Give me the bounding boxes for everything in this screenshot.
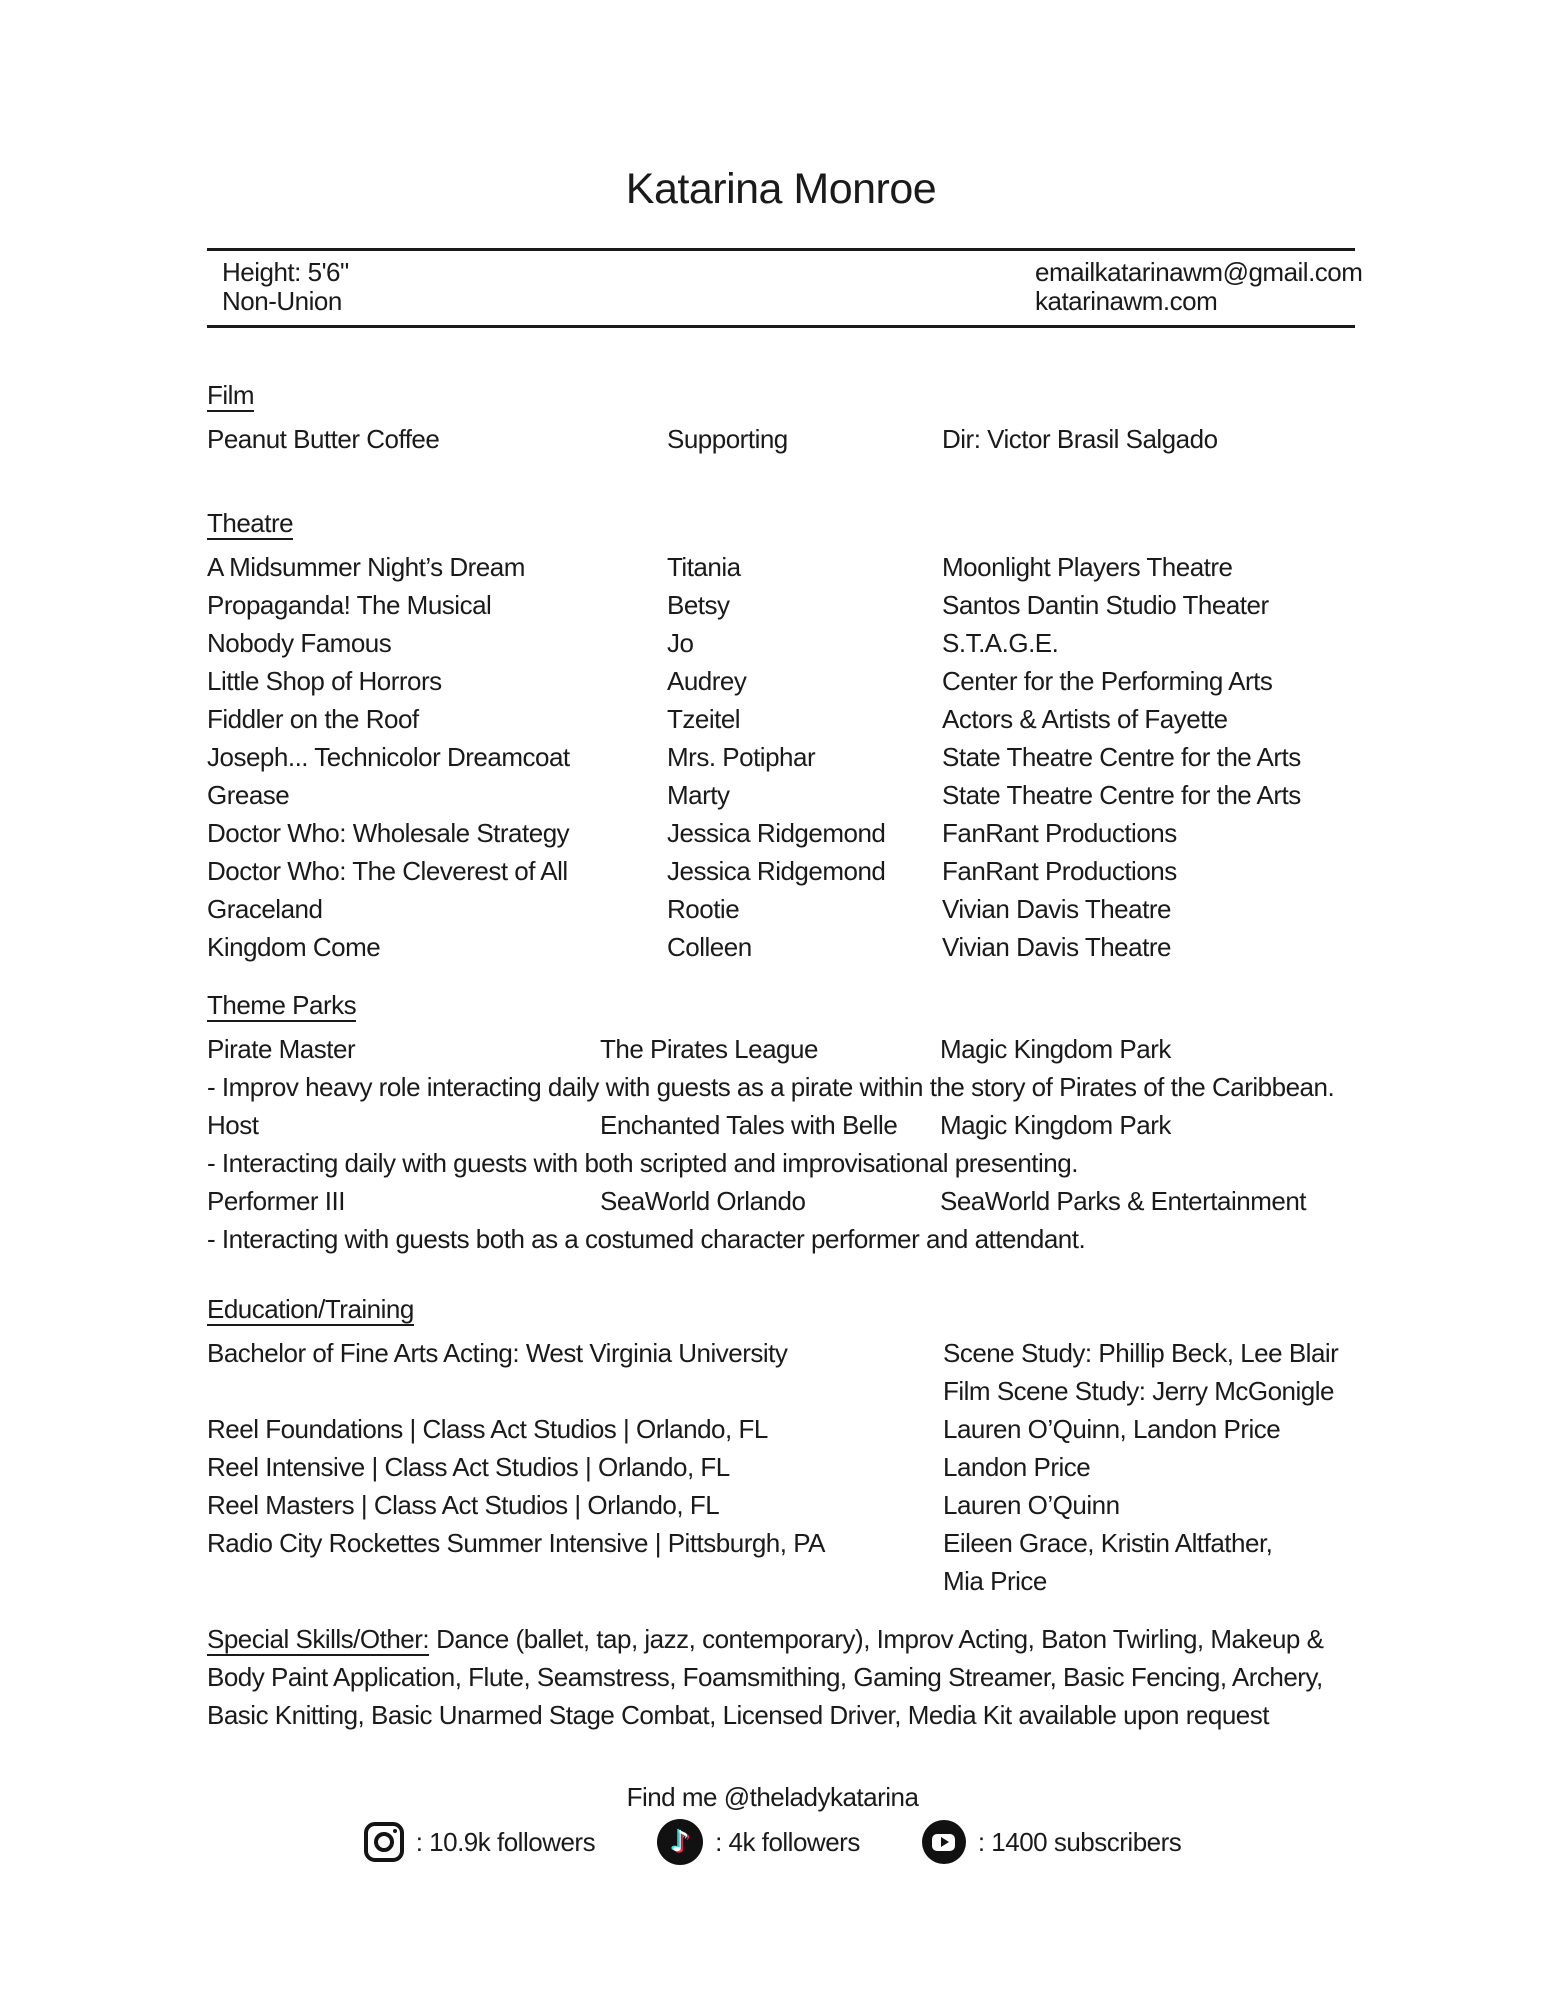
header-left bbox=[222, 258, 349, 316]
skills-line: Body Paint Application, Flute, Seamstress, Foamsmithing, Gaming Streamer, Basic Fencing, Archery, bbox=[207, 1662, 1323, 1692]
table-row bbox=[207, 1030, 1355, 1068]
credit-title: Joseph... Technicolor Dreamcoat bbox=[207, 742, 570, 772]
instagram-icon bbox=[364, 1822, 404, 1862]
credit-company: Dir: Victor Brasil Salgado bbox=[942, 424, 1218, 454]
education-instructors: Landon Price bbox=[943, 1452, 1091, 1482]
education-heading bbox=[207, 1290, 1355, 1328]
header-info bbox=[207, 248, 1363, 328]
credit-company: Vivian Davis Theatre bbox=[942, 932, 1171, 962]
social-count-text: : 4k followers bbox=[715, 1826, 860, 1857]
skills-label: Special Skills/Other: bbox=[207, 1624, 430, 1654]
table-row bbox=[207, 738, 1355, 776]
tiktok-icon bbox=[657, 1819, 703, 1865]
table-row bbox=[207, 1182, 1355, 1220]
section-heading: Theme Parks bbox=[207, 990, 357, 1020]
table-row bbox=[207, 1106, 1355, 1144]
education-instructors: Lauren O’Quinn, Landon Price bbox=[943, 1414, 1281, 1444]
credit-role: Jessica Ridgemond bbox=[667, 818, 886, 848]
skills-line bbox=[207, 1620, 1355, 1658]
credit-role: Audrey bbox=[667, 666, 747, 696]
table-row bbox=[207, 776, 1355, 814]
play-screen-shape bbox=[932, 1834, 955, 1851]
education-item: Reel Masters | Class Act Studios | Orlando, FL bbox=[207, 1490, 720, 1520]
credit-title: Doctor Who: Wholesale Strategy bbox=[207, 818, 570, 848]
bullet-note: - Improv heavy role interacting daily with guests as a pirate within the story of Pirates of the Caribbean. bbox=[207, 1072, 1335, 1102]
table-row bbox=[207, 852, 1355, 890]
table-row bbox=[207, 1334, 1355, 1372]
youtube-icon bbox=[922, 1820, 966, 1864]
education-instructors: Film Scene Study: Jerry McGonigle bbox=[943, 1376, 1334, 1406]
table-row bbox=[207, 1562, 1355, 1600]
education-instructors: Scene Study: Phillip Beck, Lee Blair bbox=[943, 1338, 1339, 1368]
credit-title: Doctor Who: The Cleverest of All bbox=[207, 856, 568, 886]
section-special-skills bbox=[207, 1620, 1355, 1734]
section-heading: Film bbox=[207, 380, 255, 410]
credit-title: Fiddler on the Roof bbox=[207, 704, 419, 734]
union-status-text: Non-Union bbox=[222, 286, 342, 316]
credit-company: Santos Dantin Studio Theater bbox=[942, 590, 1269, 620]
section-theme-parks bbox=[207, 986, 1355, 1258]
table-row bbox=[207, 548, 1355, 586]
credit-title: Grease bbox=[207, 780, 290, 810]
credit-company: Moonlight Players Theatre bbox=[942, 552, 1233, 582]
education-item bbox=[207, 1562, 943, 1600]
credit-company: FanRant Productions bbox=[942, 818, 1177, 848]
section-theatre bbox=[207, 504, 1355, 966]
youtube-stat bbox=[922, 1820, 1181, 1864]
education-instructors: Eileen Grace, Kristin Altfather, bbox=[943, 1528, 1273, 1558]
instagram-stat bbox=[364, 1822, 595, 1862]
social-count-text: : 10.9k followers bbox=[415, 1826, 596, 1857]
credit-company: Magic Kingdom Park bbox=[940, 1110, 1171, 1140]
education-item: Reel Intensive | Class Act Studios | Orlando, FL bbox=[207, 1452, 730, 1482]
page-title: Katarina Monroe bbox=[625, 165, 937, 213]
credit-company: Vivian Davis Theatre bbox=[942, 894, 1171, 924]
theme-parks-heading bbox=[207, 986, 1355, 1024]
credit-title: Graceland bbox=[207, 894, 323, 924]
credit-role: Marty bbox=[667, 780, 730, 810]
table-row bbox=[207, 890, 1355, 928]
camera-lens-shape bbox=[374, 1832, 394, 1852]
credit-company: SeaWorld Parks & Entertainment bbox=[940, 1186, 1307, 1216]
table-row bbox=[207, 1448, 1355, 1486]
header-right bbox=[1035, 257, 1363, 316]
credit-role: Jessica Ridgemond bbox=[667, 856, 886, 886]
table-row bbox=[207, 420, 1355, 458]
social-stats-row bbox=[0, 1818, 1545, 1866]
theatre-heading bbox=[207, 504, 1355, 542]
education-item: Bachelor of Fine Arts Acting: West Virginia University bbox=[207, 1338, 788, 1368]
skills-line: Basic Knitting, Basic Unarmed Stage Combat, Licensed Driver, Media Kit available upon request bbox=[207, 1700, 1269, 1730]
credit-company: FanRant Productions bbox=[942, 856, 1177, 886]
table-row bbox=[207, 1410, 1355, 1448]
table-row bbox=[207, 624, 1355, 662]
table-row bbox=[207, 662, 1355, 700]
education-instructors: Mia Price bbox=[943, 1566, 1047, 1596]
credit-role: Betsy bbox=[667, 590, 730, 620]
music-note-glyph: ♪ bbox=[670, 1823, 690, 1858]
credit-title: Pirate Master bbox=[207, 1034, 356, 1064]
credit-role: Supporting bbox=[667, 424, 788, 454]
social-count-text: : 1400 subscribers bbox=[977, 1826, 1182, 1857]
credit-title: A Midsummer Night’s Dream bbox=[207, 552, 525, 582]
section-heading: Theatre bbox=[207, 508, 294, 538]
education-item: Reel Foundations | Class Act Studios | Orlando, FL bbox=[207, 1414, 768, 1444]
credit-role: Tzeitel bbox=[667, 704, 741, 734]
email-text: emailkatarinawm@gmail.com bbox=[1035, 257, 1363, 287]
credit-role: Enchanted Tales with Belle bbox=[600, 1110, 898, 1140]
credit-role: Jo bbox=[667, 628, 694, 658]
table-row bbox=[207, 814, 1355, 852]
credit-role: The Pirates League bbox=[600, 1034, 818, 1064]
credit-company: State Theatre Centre for the Arts bbox=[942, 742, 1301, 772]
credit-title: Little Shop of Horrors bbox=[207, 666, 442, 696]
credit-company: S.T.A.G.E. bbox=[942, 628, 1059, 658]
table-row bbox=[207, 1372, 1355, 1410]
play-triangle bbox=[941, 1837, 949, 1847]
credit-title: Kingdom Come bbox=[207, 932, 381, 962]
table-row bbox=[207, 586, 1355, 624]
credit-role: SeaWorld Orlando bbox=[600, 1186, 806, 1216]
credit-title: Performer III bbox=[207, 1186, 345, 1216]
credit-title: Host bbox=[207, 1110, 259, 1140]
camera-flash-dot bbox=[393, 1829, 398, 1834]
table-row bbox=[207, 1486, 1355, 1524]
table-row bbox=[207, 700, 1355, 738]
credit-company: Magic Kingdom Park bbox=[940, 1034, 1171, 1064]
education-item bbox=[207, 1372, 943, 1410]
website-text: katarinawm.com bbox=[1035, 286, 1218, 316]
education-item: Radio City Rockettes Summer Intensive | Pittsburgh, PA bbox=[207, 1528, 825, 1558]
section-film bbox=[207, 376, 1355, 458]
skills-text: Dance (ballet, tap, jazz, contemporary), Improv Acting, Baton Twirling, Makeup & bbox=[436, 1624, 1324, 1654]
credit-title: Peanut Butter Coffee bbox=[207, 424, 440, 454]
table-row bbox=[207, 928, 1355, 966]
credit-title: Nobody Famous bbox=[207, 628, 392, 658]
credit-company: Center for the Performing Arts bbox=[942, 666, 1273, 696]
height-text: Height: 5'6" bbox=[222, 257, 349, 287]
section-heading: Education/Training bbox=[207, 1294, 414, 1324]
film-heading bbox=[207, 376, 1355, 414]
credit-company: State Theatre Centre for the Arts bbox=[942, 780, 1301, 810]
find-me-text: Find me @theladykatarina bbox=[626, 1782, 919, 1812]
education-instructors: Lauren O’Quinn bbox=[943, 1490, 1120, 1520]
credit-title: Propaganda! The Musical bbox=[207, 590, 492, 620]
credit-role: Titania bbox=[667, 552, 741, 582]
credit-role: Mrs. Potiphar bbox=[667, 742, 816, 772]
credit-role: Colleen bbox=[667, 932, 752, 962]
credit-role: Rootie bbox=[667, 894, 740, 924]
bullet-note: - Interacting daily with guests with both scripted and improvisational presenting. bbox=[207, 1148, 1078, 1178]
credit-company: Actors & Artists of Fayette bbox=[942, 704, 1228, 734]
bullet-note: - Interacting with guests both as a costumed character performer and attendant. bbox=[207, 1224, 1086, 1254]
table-row bbox=[207, 1524, 1355, 1562]
section-education bbox=[207, 1290, 1355, 1600]
footer bbox=[0, 1778, 1545, 1866]
tiktok-stat bbox=[657, 1819, 860, 1865]
